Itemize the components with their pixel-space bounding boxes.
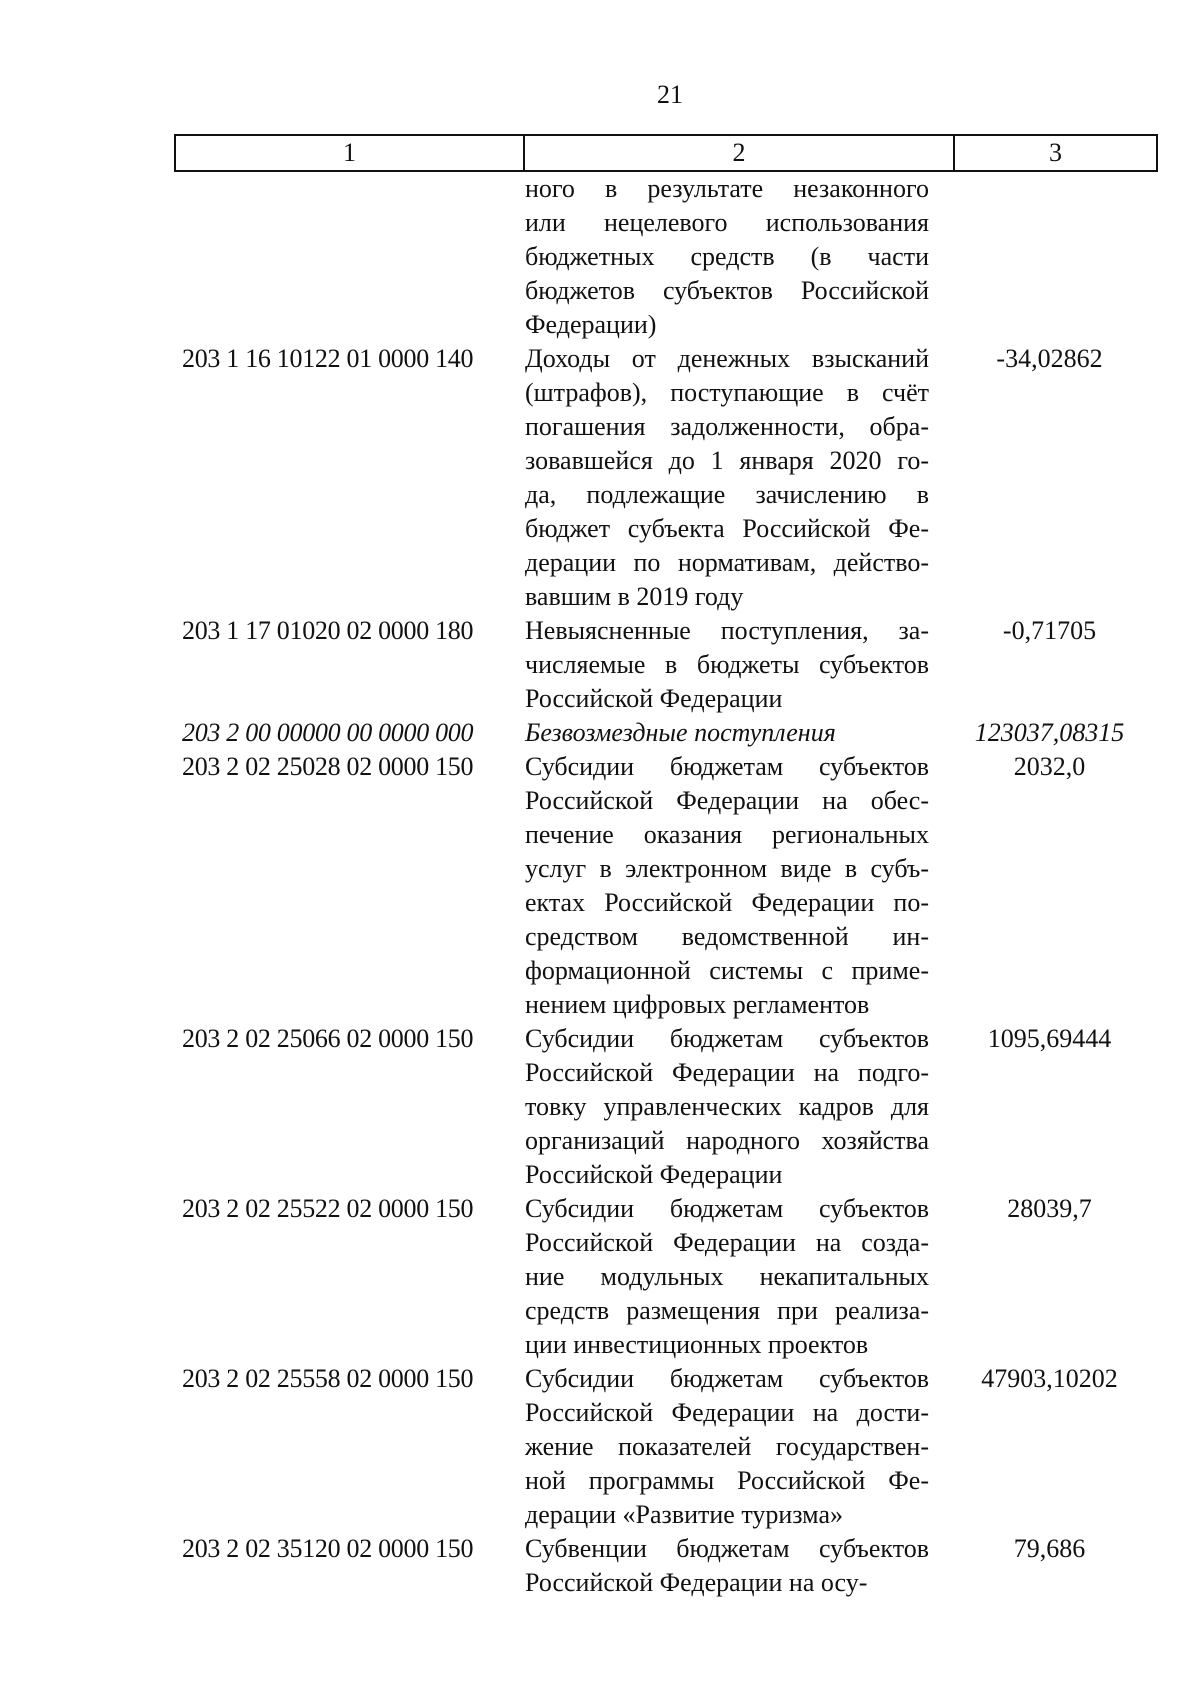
- table-body: [174, 172, 1164, 1600]
- table-row: [174, 1192, 1164, 1362]
- description-line: Субсидии бюджетам субъектов: [525, 1364, 929, 1393]
- description-cell: [521, 172, 929, 342]
- description-line: или нецелевого использования: [525, 208, 929, 237]
- description-cell: [521, 1192, 929, 1362]
- description-line: бюджетов субъектов Российской: [525, 276, 929, 305]
- column-header-2: 2: [525, 136, 955, 170]
- budget-code-cell: 203 2 00 00000 00 0000 000: [182, 718, 474, 747]
- description-line: (штрафов), поступающие в счёт: [525, 378, 929, 407]
- description-line: Российской Федерации на осу-: [525, 1568, 868, 1597]
- description-line: дерации «Развитие туризма»: [525, 1500, 843, 1529]
- description-line: ной программы Российской Фе-: [525, 1466, 929, 1495]
- table-row: [174, 614, 1164, 716]
- description-line: жение показателей государствен-: [525, 1432, 929, 1461]
- description-line: Невыясненные поступления, за-: [525, 616, 929, 645]
- description-line: бюджет субъекта Российской Фе-: [525, 514, 929, 543]
- description-line: да, подлежащие зачислению в: [525, 480, 929, 509]
- table-row: [174, 1022, 1164, 1192]
- amount-cell: -34,02862: [996, 344, 1103, 373]
- description-line: вавшим в 2019 году: [525, 582, 744, 611]
- description-cell: [521, 750, 929, 1022]
- description-line: организаций народного хозяйства: [525, 1126, 929, 1155]
- table-row: [174, 1532, 1164, 1600]
- description-line: ние модульных некапитальных: [525, 1262, 929, 1291]
- description-line: формационной системы с приме-: [525, 956, 929, 985]
- description-line: Субсидии бюджетам субъектов: [525, 1194, 929, 1223]
- column-header-3: 3: [1049, 138, 1062, 167]
- description-line: Субсидии бюджетам субъектов: [525, 752, 929, 781]
- description-cell: [521, 1362, 929, 1532]
- budget-code-cell: 203 2 02 25066 02 0000 150: [182, 1024, 474, 1053]
- page-number: 21: [657, 80, 683, 109]
- budget-code-cell: 203 1 16 10122 01 0000 140: [182, 344, 474, 373]
- description-line: дерации по нормативам, действо-: [525, 548, 929, 577]
- description-line: Федерации): [525, 310, 657, 339]
- table-header: [174, 134, 1158, 172]
- description-line: числяемые в бюджеты субъектов: [525, 650, 929, 679]
- description-line: Российской Федерации на подго-: [525, 1058, 929, 1087]
- description-line: Субвенции бюджетам субъектов: [525, 1534, 929, 1563]
- budget-code-cell: 203 2 02 25028 02 0000 150: [182, 752, 474, 781]
- description-cell: [521, 1532, 929, 1600]
- description-line: нением цифровых регламентов: [525, 990, 870, 1019]
- budget-code-cell: 203 2 02 25558 02 0000 150: [182, 1364, 474, 1393]
- description-line: Доходы от денежных взысканий: [525, 344, 929, 373]
- description-line: печение оказания региональных: [525, 820, 929, 849]
- description-line: Российской Федерации: [525, 684, 783, 713]
- description-line: ного в результате незаконного: [525, 174, 929, 203]
- budget-code-cell: 203 2 02 25522 02 0000 150: [182, 1194, 474, 1223]
- table-row: [174, 342, 1164, 614]
- description-line: зовавшейся до 1 января 2020 го-: [525, 446, 929, 475]
- description-line: Безвозмездные поступления: [525, 718, 836, 747]
- description-line: Российской Федерации на дости-: [525, 1398, 929, 1427]
- description-cell: [521, 716, 929, 750]
- budget-code-cell: 203 2 02 35120 02 0000 150: [182, 1534, 474, 1563]
- table-row: [174, 1362, 1164, 1532]
- amount-cell: 2032,0: [1013, 752, 1086, 781]
- budget-code-cell: 203 1 17 01020 02 0000 180: [182, 616, 474, 645]
- amount-cell: 47903,10202: [981, 1364, 1118, 1393]
- description-line: средством ведомственной ин-: [525, 922, 929, 951]
- description-line: ектах Российской Федерации по-: [525, 888, 929, 917]
- description-cell: [521, 614, 929, 716]
- column-header-1: 1: [176, 136, 525, 170]
- description-line: Российской Федерации на созда-: [525, 1228, 929, 1257]
- description-line: средств размещения при реализа-: [525, 1296, 929, 1325]
- description-line: Субсидии бюджетам субъектов: [525, 1024, 929, 1053]
- description-line: бюджетных средств (в части: [525, 242, 929, 271]
- description-line: услуг в электронном виде в субъ-: [525, 854, 929, 883]
- table-row: [174, 716, 1164, 750]
- description-line: погашения задолженности, обра-: [525, 412, 929, 441]
- amount-cell: 79,686: [1013, 1534, 1086, 1563]
- description-line: Российской Федерации на обес-: [525, 786, 929, 815]
- description-cell: [521, 1022, 929, 1192]
- amount-cell: -0,71705: [1002, 616, 1097, 645]
- description-line: Российской Федерации: [525, 1160, 783, 1189]
- description-line: ции инвестиционных проектов: [525, 1330, 869, 1359]
- table-row: [174, 750, 1164, 1022]
- amount-cell: 28039,7: [1007, 1194, 1092, 1223]
- amount-cell: 1095,69444: [987, 1024, 1112, 1053]
- amount-cell: 123037,08315: [974, 718, 1125, 747]
- table-row: [174, 172, 1164, 342]
- description-cell: [521, 342, 929, 614]
- description-line: товку управленческих кадров для: [525, 1092, 929, 1121]
